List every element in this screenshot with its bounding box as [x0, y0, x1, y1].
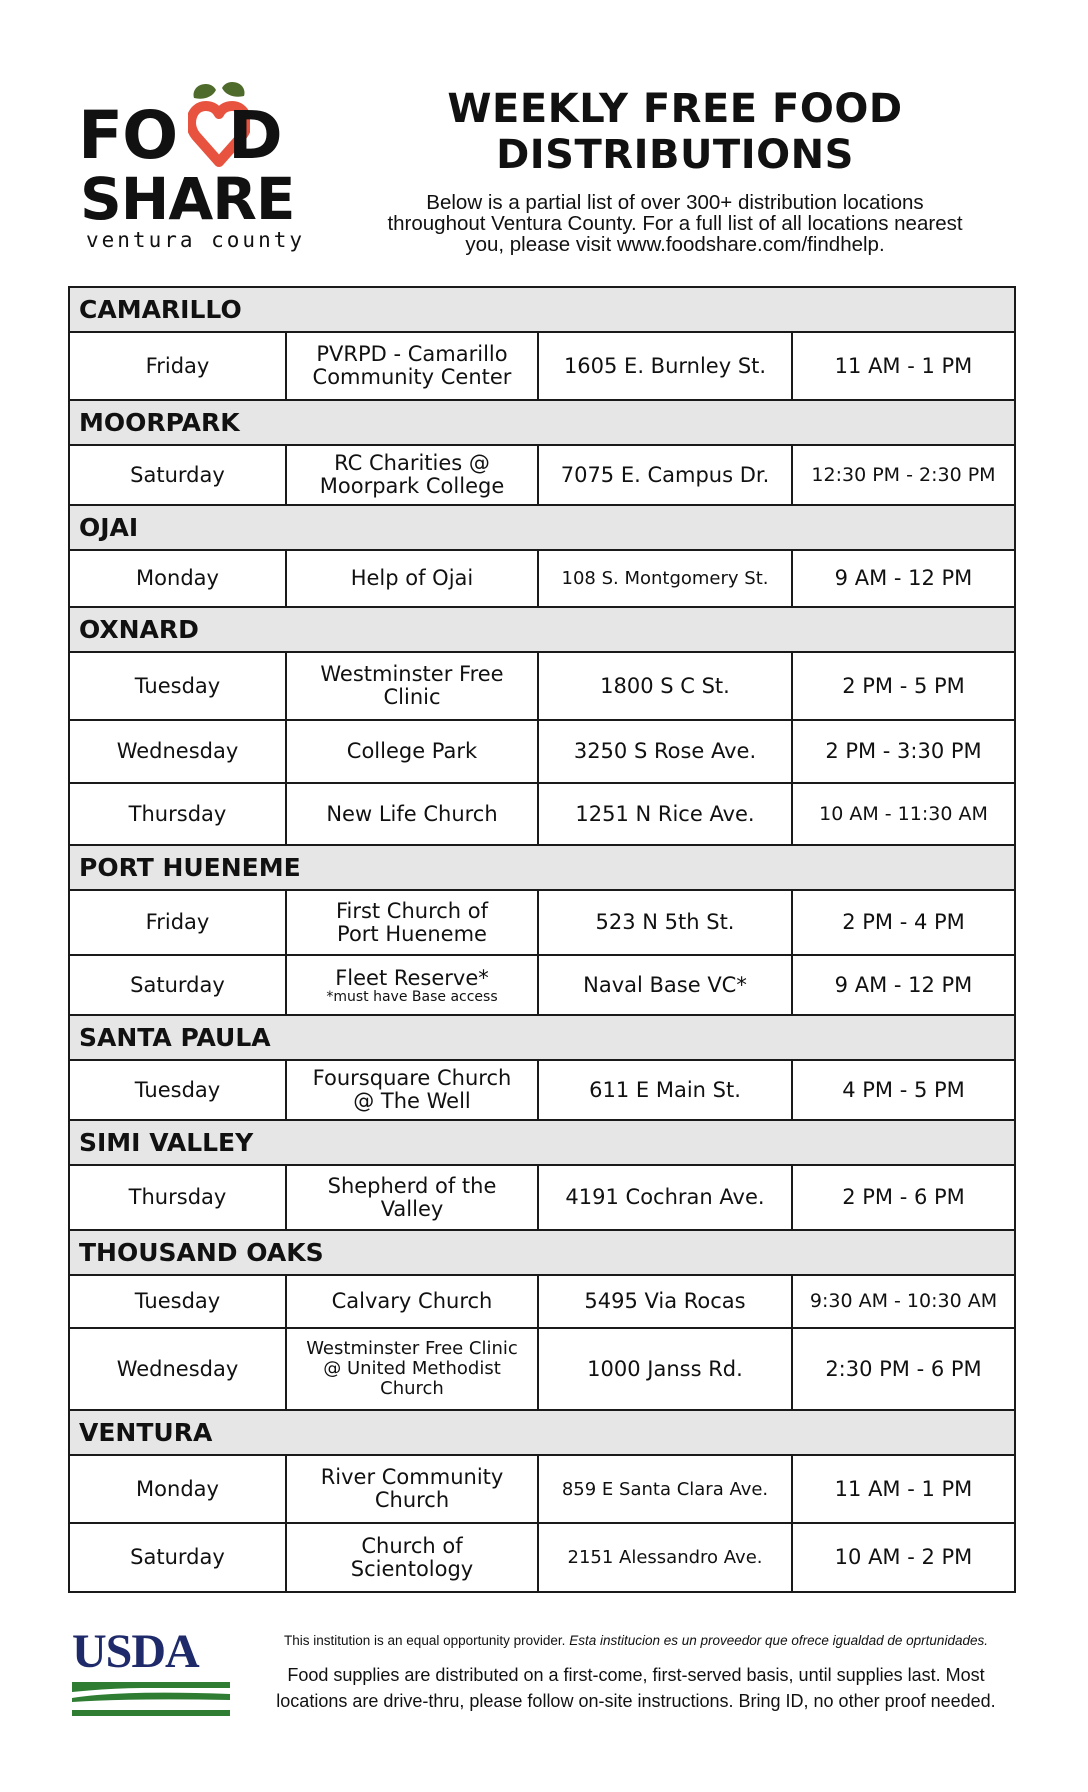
address-cell: 1605 E. Burnley St. — [539, 333, 793, 399]
location-line: Westminster Free Clinic — [306, 1338, 518, 1359]
food-share-logo — [78, 78, 318, 258]
logo-share-text: SHARE — [80, 165, 295, 233]
location-line: Church — [380, 1378, 444, 1399]
location-line: Moorpark College — [319, 474, 505, 498]
location-line: @ United Methodist — [323, 1358, 501, 1379]
time-cell: 11 AM - 1 PM — [834, 1476, 973, 1501]
logo-d: D — [228, 97, 282, 174]
address-cell: 3250 S Rose Ave. — [539, 721, 793, 782]
day-cell: Monday — [70, 1456, 287, 1522]
time-cell: 2 PM - 3:30 PM — [825, 739, 982, 763]
location-line: Port Hueneme — [337, 921, 487, 946]
day-cell: Thursday — [70, 784, 287, 844]
usda-logo-text: USDA — [72, 1625, 199, 1678]
address-cell: 108 S. Montgomery St. — [539, 551, 793, 606]
city-header: SIMI VALLEY — [70, 1121, 1014, 1166]
table-row — [70, 1061, 1014, 1121]
address-cell: 5495 Via Rocas — [539, 1276, 793, 1327]
usda-logo — [72, 1625, 230, 1718]
table-row — [70, 891, 1014, 956]
location-cell — [287, 784, 539, 844]
time-cell: 10 AM - 11:30 AM — [819, 802, 988, 825]
location-line: Church of — [361, 1533, 463, 1558]
location-line: Fleet Reserve* — [335, 965, 489, 990]
city-header: SANTA PAULA — [70, 1016, 1014, 1061]
time-cell: 9 AM - 12 PM — [834, 566, 973, 590]
day-cell: Wednesday — [70, 721, 287, 782]
day-cell: Saturday — [70, 956, 287, 1014]
table-row — [70, 956, 1014, 1016]
address-cell: 4191 Cochran Ave. — [539, 1166, 793, 1229]
city-header: MOORPARK — [70, 401, 1014, 446]
distribution-table — [68, 286, 1016, 1593]
address-cell: 1800 S C St. — [539, 653, 793, 719]
intro-line-3: you, please visit www.foodshare.com/findhelp. — [465, 233, 885, 256]
table-row — [70, 784, 1014, 846]
time-cell: 9 AM - 12 PM — [834, 972, 973, 997]
time-cell: 9:30 AM - 10:30 AM — [809, 1290, 998, 1312]
day-cell: Friday — [70, 891, 287, 954]
location-line: Church — [374, 1488, 450, 1512]
table-row — [70, 1524, 1014, 1591]
time-cell: 10 AM - 2 PM — [834, 1545, 973, 1569]
location-line: Scientology — [350, 1556, 474, 1581]
location-cell — [287, 1524, 539, 1591]
location-cell — [287, 1166, 539, 1229]
address-cell: 1000 Janss Rd. — [539, 1329, 793, 1409]
location-line: Calvary Church — [331, 1289, 493, 1313]
day-cell: Tuesday — [70, 1276, 287, 1327]
location-line: New Life Church — [326, 801, 498, 826]
location-line: College Park — [346, 739, 478, 763]
location-note: *must have Base access — [326, 988, 498, 1005]
location-cell — [287, 891, 539, 954]
intro-line-1: Below is a partial list of over 300+ distribution locations — [426, 191, 924, 214]
time-cell: 12:30 PM - 2:30 PM — [811, 463, 996, 486]
location-cell — [287, 1061, 539, 1119]
time-cell: 2:30 PM - 6 PM — [825, 1356, 982, 1381]
table-row — [70, 1456, 1014, 1524]
location-cell — [287, 446, 539, 504]
time-cell: 11 AM - 1 PM — [834, 353, 973, 378]
logo-fo: FO — [78, 97, 178, 174]
notice-line-1: Food supplies are distributed on a first-come, first-served basis, until supplies last. Most — [287, 1665, 985, 1685]
city-header: OXNARD — [70, 608, 1014, 653]
location-line: Foursquare Church — [312, 1066, 512, 1090]
location-cell — [287, 551, 539, 606]
location-line: PVRPD - Camarillo — [316, 342, 508, 366]
city-header: OJAI — [70, 506, 1014, 551]
table-row — [70, 653, 1014, 721]
time-cell: 4 PM - 5 PM — [842, 1077, 965, 1102]
location-cell — [287, 1276, 539, 1327]
title-line-1: WEEKLY FREE FOOD — [447, 86, 903, 132]
day-cell: Saturday — [70, 446, 287, 504]
location-cell — [287, 653, 539, 719]
location-cell — [287, 721, 539, 782]
page-title — [330, 86, 1020, 178]
location-line: Westminster Free — [320, 662, 504, 686]
day-cell: Tuesday — [70, 653, 287, 719]
city-header: VENTURA — [70, 1411, 1014, 1456]
city-header: PORT HUENEME — [70, 846, 1014, 891]
table-row — [70, 333, 1014, 401]
time-cell: 2 PM - 5 PM — [842, 673, 965, 698]
location-line: Clinic — [383, 685, 441, 709]
day-cell: Monday — [70, 551, 287, 606]
city-header: THOUSAND OAKS — [70, 1231, 1014, 1276]
notice-line-2: locations are drive-thru, please follow on-site instructions. Bring ID, no other proof needed. — [276, 1691, 996, 1711]
logo-subtitle: ventura county — [86, 228, 306, 252]
location-line: @ The Well — [353, 1089, 471, 1113]
title-line-2: DISTRIBUTIONS — [496, 132, 854, 178]
table-row — [70, 721, 1014, 784]
day-cell: Saturday — [70, 1524, 287, 1591]
time-cell: 2 PM - 6 PM — [842, 1185, 965, 1209]
table-row — [70, 1166, 1014, 1231]
day-cell: Friday — [70, 333, 287, 399]
day-cell: Thursday — [70, 1166, 287, 1229]
location-line: First Church of — [335, 898, 489, 923]
location-cell — [287, 1329, 539, 1409]
intro-text — [320, 192, 1030, 255]
location-line: RC Charities @ — [334, 451, 490, 475]
location-line: Valley — [380, 1196, 444, 1221]
day-cell: Tuesday — [70, 1061, 287, 1119]
location-line: Community Center — [312, 365, 512, 389]
day-cell: Wednesday — [70, 1329, 287, 1409]
address-cell: 1251 N Rice Ave. — [539, 784, 793, 844]
address-cell: 7075 E. Campus Dr. — [539, 446, 793, 504]
location-line: Shepherd of the — [327, 1173, 497, 1198]
usda-field-stripes-icon — [72, 1678, 230, 1718]
address-cell: 2151 Alessandro Ave. — [539, 1524, 793, 1591]
address-cell: Naval Base VC* — [539, 956, 793, 1014]
equal-opportunity-es: Esta institucion es un proveedor que ofrece igualdad de oprtunidades. — [569, 1633, 988, 1648]
location-cell — [287, 333, 539, 399]
location-cell — [287, 1456, 539, 1522]
distribution-notice — [246, 1662, 1026, 1714]
table-row — [70, 1276, 1014, 1329]
intro-line-2: throughout Ventura County. For a full list of all locations nearest — [387, 212, 963, 235]
location-line: Help of Ojai — [350, 566, 474, 590]
table-row — [70, 1329, 1014, 1411]
city-header: CAMARILLO — [70, 288, 1014, 333]
address-cell: 859 E Santa Clara Ave. — [539, 1456, 793, 1522]
address-cell: 523 N 5th St. — [539, 891, 793, 954]
logo-food-text — [78, 97, 282, 174]
equal-opportunity-en: This institution is an equal opportunity provider. — [284, 1633, 566, 1648]
address-cell: 611 E Main St. — [539, 1061, 793, 1119]
table-row — [70, 551, 1014, 608]
location-line: River Community — [320, 1465, 504, 1489]
equal-opportunity-statement — [246, 1633, 1026, 1648]
time-cell: 2 PM - 4 PM — [842, 910, 965, 934]
table-row — [70, 446, 1014, 506]
location-cell — [287, 956, 539, 1014]
